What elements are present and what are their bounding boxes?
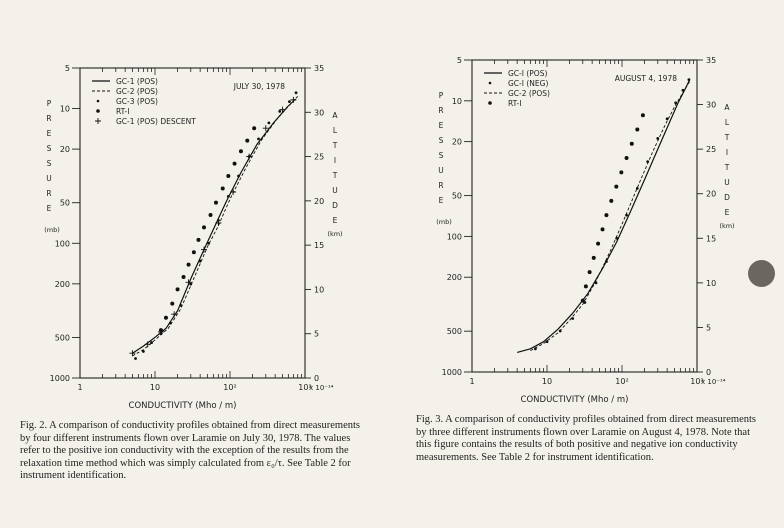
pressure-tick-label: 20	[59, 145, 70, 155]
data-point	[592, 256, 596, 260]
data-point	[245, 139, 249, 143]
legend-label: GC-2 (POS)	[508, 89, 550, 98]
altitude-axis-letter: I	[333, 156, 337, 165]
figure-3-caption: Fig. 3. A comparison of conductivity profiles obtained from direct measurements by three different instruments flown over Laramie on August 4, 1978. Note that this figure contains the results of both positive and negative ion conductivity measurements. See Table 2 for instrument identification.	[416, 414, 757, 463]
data-point	[584, 284, 588, 288]
pressure-tick-label: 50	[451, 191, 462, 201]
legend-symbol	[489, 82, 492, 85]
pressure-unit-label: (mb)	[436, 218, 452, 226]
altitude-tick-label: 15	[706, 234, 717, 244]
data-point	[604, 213, 608, 217]
altitude-unit-label: (km)	[327, 230, 343, 238]
altitude-axis-letter: I	[725, 148, 729, 157]
legend-label: GC-I (NEG)	[508, 79, 549, 88]
data-point	[142, 350, 145, 353]
pressure-tick-label: 5	[64, 64, 70, 73]
pressure-axis-letter: U	[438, 166, 444, 175]
data-point	[187, 263, 191, 267]
series-rt-i	[581, 113, 645, 302]
data-point	[214, 201, 218, 205]
x-tick-label: 10²	[615, 377, 629, 386]
series-gc-1-pos-descent	[129, 97, 296, 356]
series-line	[530, 81, 689, 350]
x-tick-label: 10²	[223, 383, 237, 392]
pressure-tick-label: 10	[59, 104, 70, 114]
altitude-tick-label: 30	[314, 108, 325, 118]
legend-symbol	[488, 101, 492, 105]
pressure-axis-letter: R	[46, 114, 52, 123]
altitude-tick-label: 35	[314, 64, 325, 73]
pressure-axis-letter: R	[438, 181, 444, 190]
series-gc-i-pos-	[517, 80, 690, 353]
pressure-axis-letter: E	[438, 121, 444, 130]
pressure-axis-letter: E	[46, 204, 52, 213]
data-point	[134, 357, 137, 360]
data-point	[221, 186, 225, 190]
pressure-axis-letter: R	[438, 106, 444, 115]
data-point	[196, 238, 200, 242]
data-point	[207, 242, 210, 245]
altitude-tick-label: 30	[706, 100, 717, 110]
altitude-tick-label: 25	[314, 152, 325, 162]
x-tick-label: 1	[469, 377, 475, 386]
legend-label: GC-2 (POS)	[116, 87, 158, 96]
legend-label: GC-I (POS)	[508, 69, 548, 78]
data-point	[295, 91, 298, 94]
pressure-tick-label: 20	[451, 137, 462, 147]
series-gc-3-pos-	[134, 91, 297, 360]
pressure-axis-letter: R	[46, 189, 52, 198]
data-point	[601, 227, 605, 231]
punch-hole	[748, 260, 775, 287]
data-point	[635, 128, 639, 132]
data-point	[169, 322, 172, 325]
x-axis-label: CONDUCTIVITY (Mho / m)	[520, 395, 629, 405]
data-point	[267, 122, 270, 125]
pressure-axis-letter: P	[438, 91, 444, 100]
pressure-axis-letter: S	[46, 159, 52, 168]
x-tick-label: 10³	[298, 383, 312, 392]
altitude-axis-letter: A	[332, 111, 338, 120]
altitude-tick-label: 25	[706, 145, 717, 155]
altitude-tick-label: 20	[706, 189, 717, 199]
altitude-axis-letter: D	[332, 201, 338, 210]
data-point	[596, 242, 600, 246]
pressure-tick-label: 500	[54, 333, 70, 343]
altitude-tick-label: 10	[706, 278, 717, 288]
chart-date-label: AUGUST 4, 1978	[614, 74, 677, 83]
series-line	[517, 80, 690, 353]
series-gc-1-pos-	[132, 99, 295, 353]
altitude-axis-letter: T	[332, 141, 338, 150]
series-gc-i-neg-	[534, 78, 690, 350]
altitude-axis-letter: U	[724, 178, 730, 187]
pressure-tick-label: 200	[54, 279, 70, 289]
data-point	[164, 316, 168, 320]
data-point	[239, 149, 243, 153]
chart-1	[44, 64, 342, 411]
data-point	[619, 170, 623, 174]
altitude-tick-label: 5	[706, 323, 712, 333]
figure-2-caption: Fig. 2. A comparison of conductivity profiles obtained from direct measurements by four different instruments flown over Laramie on July 30, 1978. The values refer to the positive ion conductivity with the exception of the results from the relaxation time method which was simply calculated from ε₀/τ. See Table 2 for instrument identification.	[20, 420, 361, 482]
pressure-unit-label: (mb)	[44, 226, 60, 234]
altitude-unit-label: (km)	[719, 222, 735, 230]
pressure-tick-label: 500	[446, 327, 462, 337]
pressure-axis-letter: U	[46, 174, 52, 183]
chart-date-label: JULY 30, 1978	[233, 82, 285, 91]
data-point	[630, 142, 634, 146]
data-point	[189, 283, 192, 286]
series-gc-2-pos-	[530, 81, 689, 350]
pressure-tick-label: 1000	[49, 374, 70, 383]
data-point	[288, 100, 291, 103]
data-point	[192, 250, 196, 254]
altitude-tick-label: 20	[314, 196, 325, 206]
altitude-axis-letter: L	[724, 118, 730, 127]
data-point-plus	[129, 350, 135, 356]
data-point	[571, 317, 574, 320]
data-point	[257, 137, 260, 140]
legend-symbol	[95, 118, 101, 124]
x-multiplier-label: x 10⁻¹⁴	[309, 384, 334, 392]
legend-symbol	[97, 100, 100, 103]
legend-label: GC-1 (POS)	[116, 77, 158, 86]
data-point	[614, 185, 618, 189]
x-tick-label: 1	[77, 383, 83, 392]
x-tick-label: 10	[149, 383, 161, 392]
data-point	[179, 304, 182, 307]
pressure-tick-label: 10	[451, 96, 462, 106]
altitude-axis-letter: T	[724, 163, 730, 172]
altitude-axis-letter: A	[724, 103, 730, 112]
pressure-axis-letter: S	[438, 151, 444, 160]
altitude-tick-label: 15	[314, 241, 325, 251]
x-tick-label: 10	[541, 377, 553, 386]
altitude-tick-label: 0	[314, 374, 320, 383]
altitude-axis-letter: T	[724, 133, 730, 142]
data-point	[233, 162, 237, 166]
altitude-axis-letter: E	[332, 216, 338, 225]
pressure-tick-label: 1000	[441, 368, 462, 377]
data-point-plus	[230, 189, 236, 195]
x-multiplier-label: x 10⁻¹⁴	[701, 378, 726, 386]
x-axis-label: CONDUCTIVITY (Mho / m)	[128, 401, 237, 411]
legend-label: GC-1 (POS) DESCENT	[116, 117, 196, 126]
legend-label: RT-I	[508, 99, 522, 108]
altitude-axis-letter: D	[724, 193, 730, 202]
altitude-tick-label: 5	[314, 329, 320, 339]
pressure-axis-letter: E	[438, 196, 444, 205]
legend-label: GC-3 (POS)	[116, 97, 158, 106]
data-point	[641, 113, 645, 117]
data-point	[170, 302, 174, 306]
data-point	[150, 341, 153, 344]
legend-label: RT-I	[116, 107, 130, 116]
pressure-axis-letter: E	[46, 129, 52, 138]
data-point	[176, 287, 180, 291]
data-point	[588, 270, 592, 274]
pressure-tick-label: 200	[446, 273, 462, 283]
pressure-axis-letter: S	[438, 136, 444, 145]
data-point-plus	[290, 97, 296, 103]
pressure-axis-letter: P	[46, 99, 52, 108]
altitude-tick-label: 10	[314, 285, 325, 295]
data-point	[252, 126, 256, 130]
pressure-tick-label: 100	[446, 232, 462, 242]
series-line	[132, 99, 295, 353]
data-point	[581, 299, 585, 303]
data-point	[625, 156, 629, 160]
data-point	[226, 174, 230, 178]
data-point	[609, 199, 613, 203]
data-point-plus	[201, 247, 207, 253]
plot-frame	[80, 68, 305, 378]
plot-frame	[472, 60, 697, 372]
altitude-axis-letter: E	[724, 208, 730, 217]
pressure-tick-label: 100	[54, 239, 70, 249]
data-point-plus	[145, 341, 151, 347]
data-point	[688, 78, 691, 81]
altitude-axis-letter: L	[332, 126, 338, 135]
data-point	[278, 110, 281, 113]
data-point	[199, 260, 202, 263]
data-point	[202, 225, 206, 229]
data-point	[237, 175, 240, 178]
x-tick-label: 10³	[690, 377, 704, 386]
pressure-tick-label: 5	[456, 56, 462, 65]
altitude-axis-letter: T	[332, 171, 338, 180]
pressure-axis-letter: S	[46, 144, 52, 153]
series-rt-i	[159, 126, 256, 332]
chart-2	[436, 56, 734, 405]
legend-symbol	[96, 109, 100, 113]
data-point	[227, 195, 230, 198]
altitude-axis-letter: U	[332, 186, 338, 195]
altitude-tick-label: 0	[706, 368, 712, 377]
pressure-tick-label: 50	[59, 198, 70, 208]
data-point	[209, 213, 213, 217]
altitude-tick-label: 35	[706, 56, 717, 65]
data-point	[182, 275, 186, 279]
